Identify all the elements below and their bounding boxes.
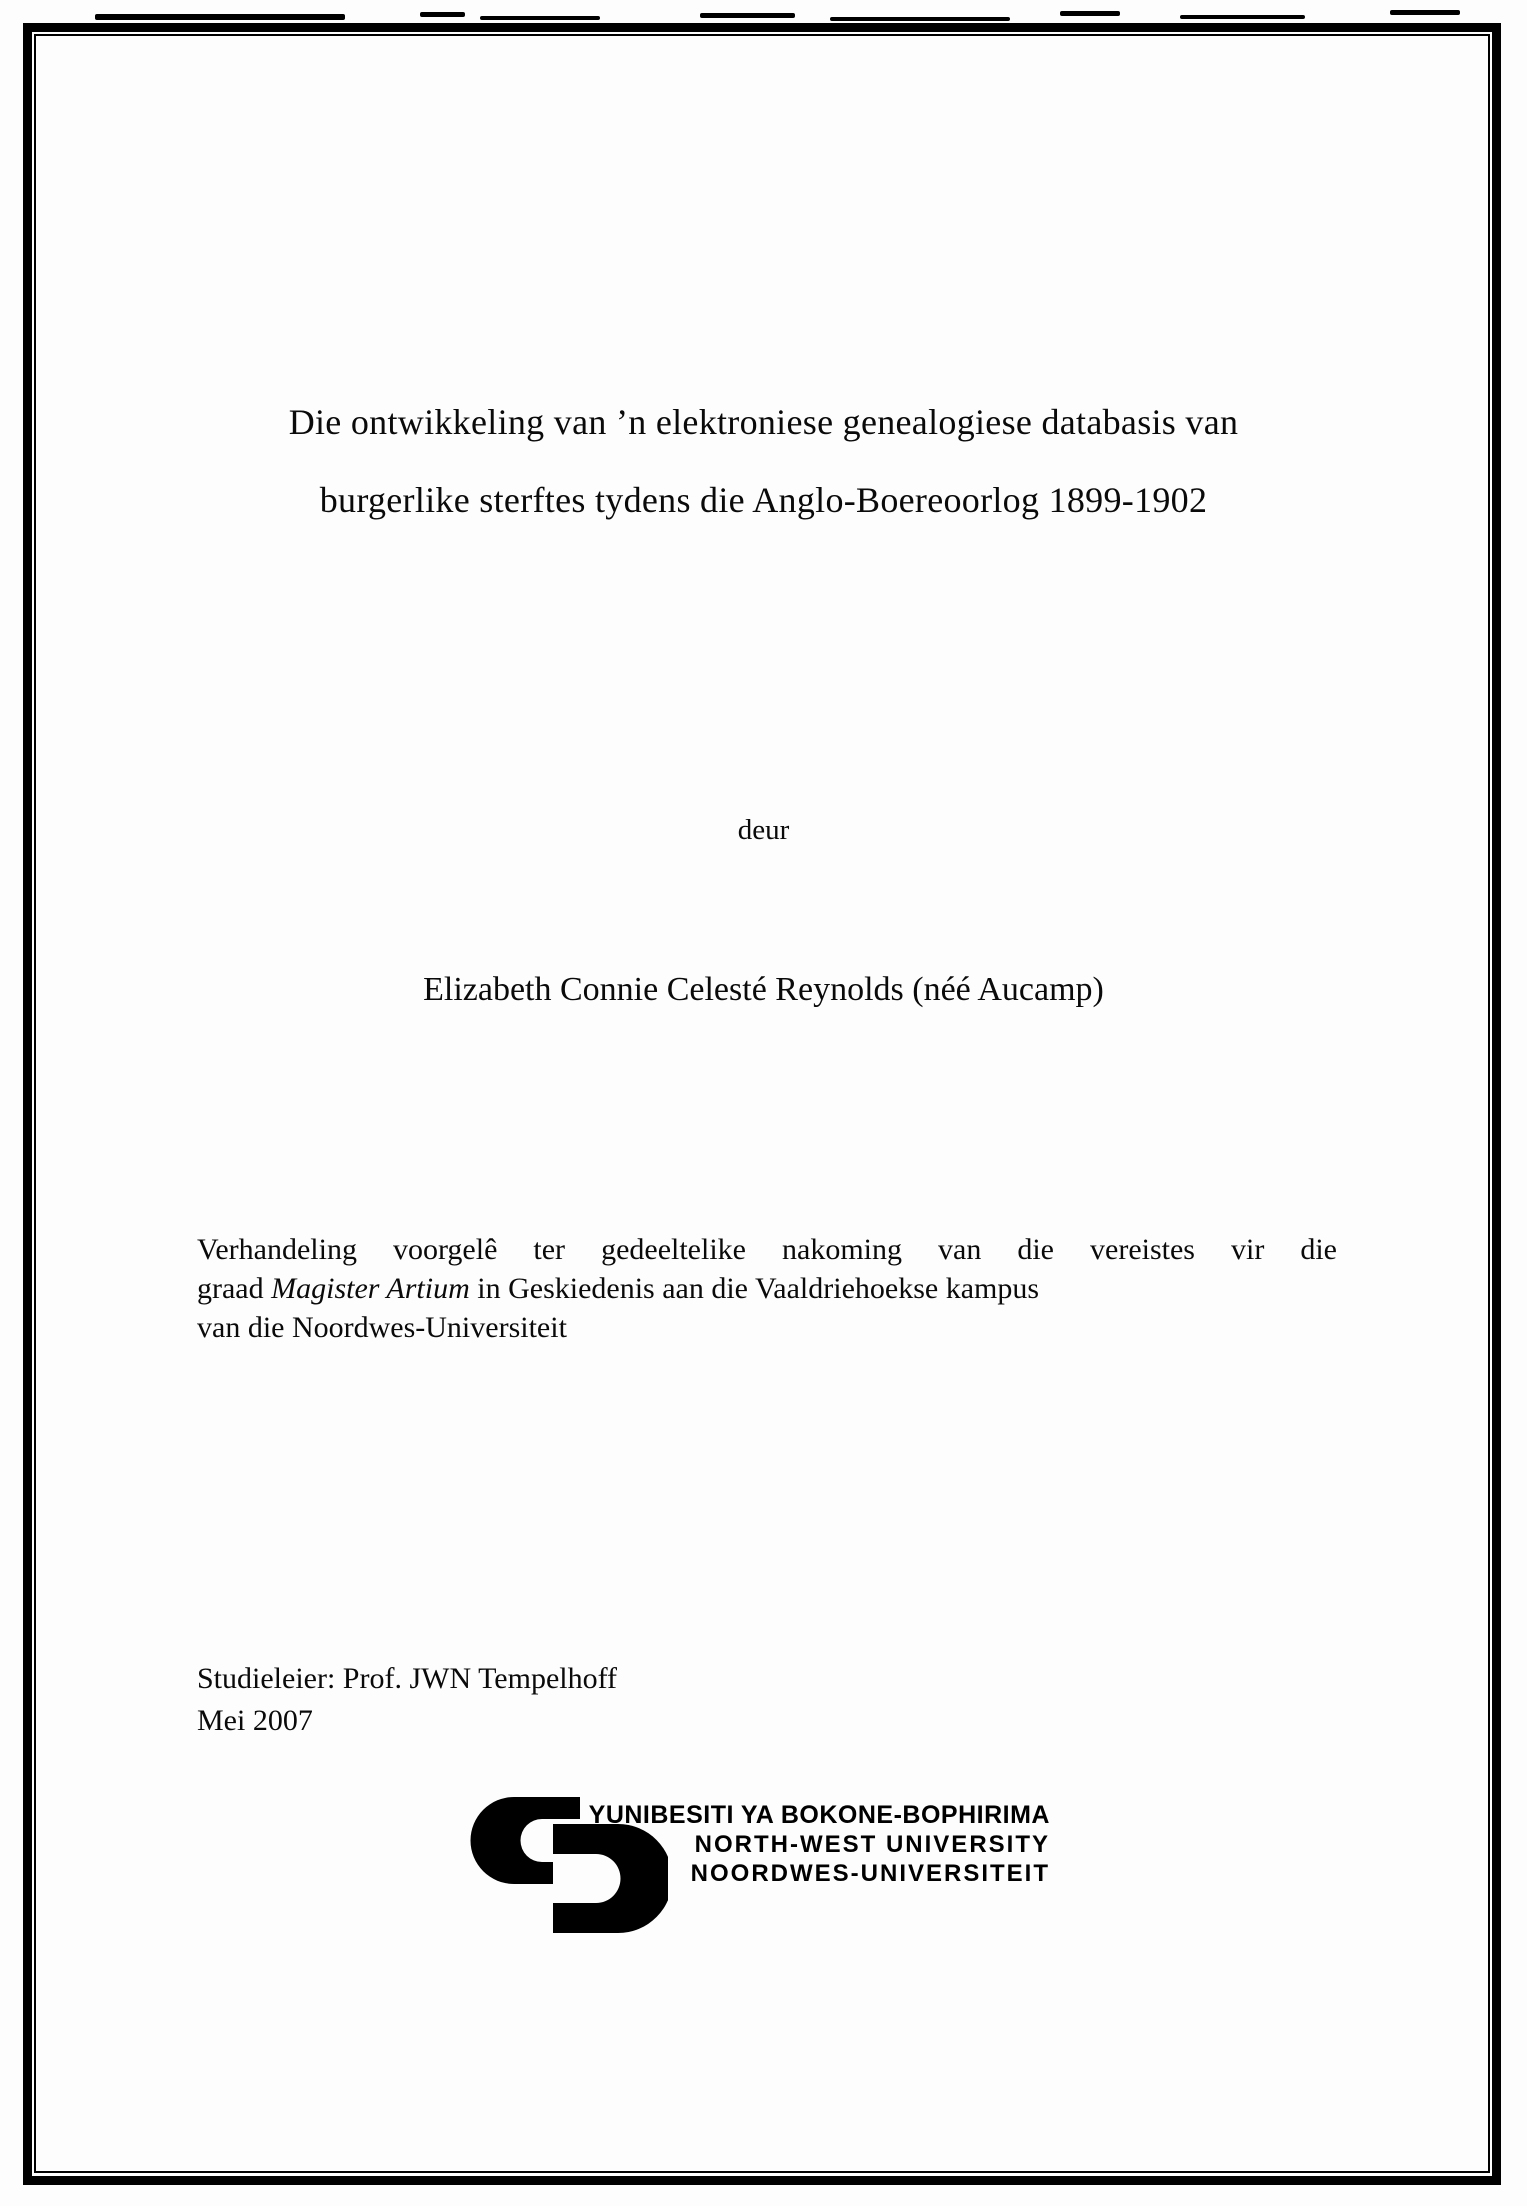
scan-artifact (1060, 11, 1120, 16)
logo-line-setswana: YUNIBESITI YA BOKONE-BOPHIRIMA (588, 1801, 1050, 1829)
declaration-line-2-post: in Geskiedenis aan die Vaaldriehoekse kampus (469, 1272, 1040, 1305)
supervisor-block (197, 1658, 617, 1742)
degree-declaration (197, 1230, 1337, 1347)
scan-artifact (1390, 10, 1460, 15)
logo-line-afrikaans: NOORDWES-UNIVERSITEIT (690, 1860, 1050, 1887)
scan-artifact (480, 16, 600, 20)
title-line-2: burgerlike sterftes tydens die Anglo-Boereoorlog 1899-1902 (319, 480, 1208, 520)
declaration-line-2-pre: graad (197, 1272, 272, 1305)
university-logo-wordmark (589, 1800, 1050, 1888)
degree-name: Magister Artium (271, 1272, 470, 1305)
date-line: Mei 2007 (197, 1704, 313, 1737)
scan-artifact (95, 14, 345, 20)
declaration-line-3: van die Noordwes-Universiteit (197, 1311, 567, 1344)
title-line-1: Die ontwikkeling van ’n elektroniese genealogiese databasis van (288, 402, 1239, 442)
byline-label: deur (737, 814, 790, 846)
scan-artifact (830, 17, 1010, 21)
declaration-line-2 (197, 1269, 1337, 1308)
declaration-line-1: Verhandeling voorgelê ter gedeeltelike nakoming van die vereistes vir die (197, 1233, 1337, 1266)
author-name: Elizabeth Connie Celesté Reynolds (néé Aucamp) (423, 971, 1104, 1008)
page-title (120, 383, 1407, 539)
scan-artifact (420, 12, 465, 17)
scan-artifact (1180, 15, 1305, 19)
scan-artifact (700, 13, 795, 18)
supervisor-line: Studieleier: Prof. JWN Tempelhoff (197, 1662, 618, 1695)
logo-line-english: NORTH-WEST UNIVERSITY (694, 1831, 1050, 1858)
